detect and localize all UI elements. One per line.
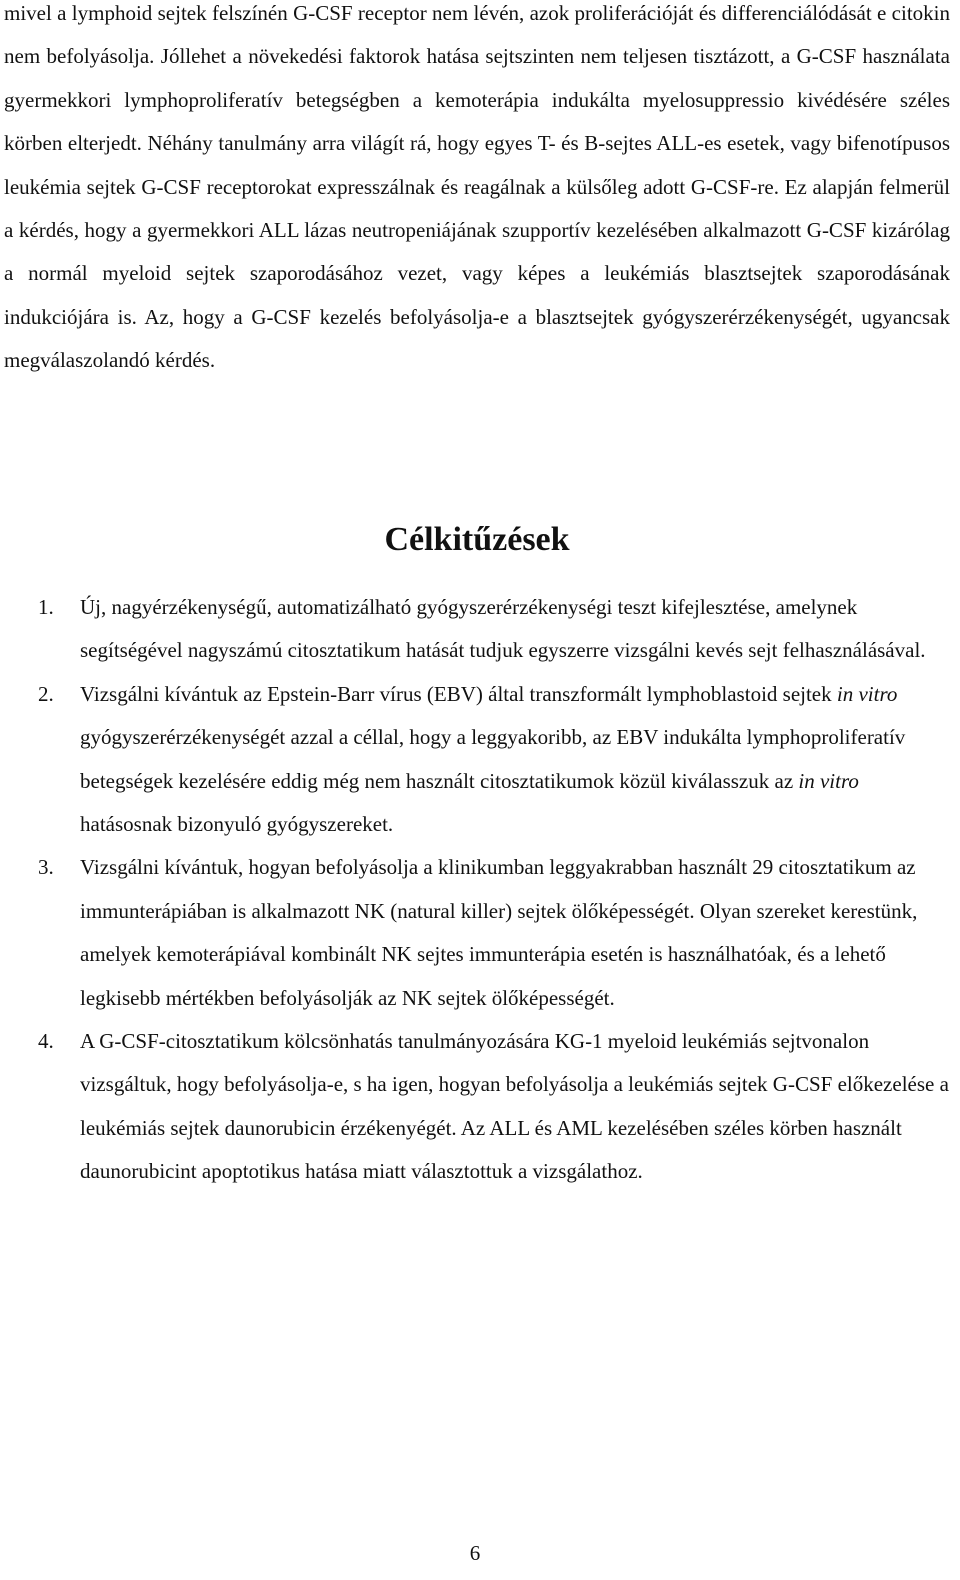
objective-text [80,673,950,847]
objective-text-part: gyógyszerérzékenységét azzal a céllal, hogy a leggyakoribb, az EBV indukálta lymphoproliferatív betegségek kezelésére eddig még nem használt citosztatikumok közül kiválasszuk az [80,725,906,793]
objective-text: A G-CSF-citosztatikum kölcsönhatás tanulmányozására KG-1 myeloid leukémiás sejtvonalon vizsgáltuk, hogy befolyásolja-e, s ha igen, hogyan befolyásolja a leukémiás sejtek G-CSF előkezelése a leukémiás sejtek daunorubicin érzékenyégét. Az ALL és AML kezelésében széles körben használt daunorubicint apoptotikus hatása miatt választottuk a vizsgálathoz. [80,1029,949,1184]
objective-number: 4. [38,1029,54,1054]
objective-text: Vizsgálni kívántuk, hogyan befolyásolja a klinikumban leggyakrabban használt 29 citosztatikum az immunterápiában is alkalmazott NK (natural killer) sejtek ölőképességét. Olyan szereket kerestünk, amelyek kemoterápiával kombinált NK sejtes immunterápia esetén is használhatóak, és a lehető legkisebb mértékben befolyásolják az NK sejtek ölőképességét. [80,855,918,1010]
objective-item-1 [0,586,950,673]
italic-term: in vitro [798,768,859,793]
objective-number: 3. [38,855,54,880]
objective-number: 1. [38,595,54,619]
objective-item-4 [0,1020,950,1194]
section-heading: Célkitűzések [384,521,570,558]
objective-item-3 [0,846,950,1020]
objective-text: Új, nagyérzékenységű, automatizálható gyógyszerérzékenységi teszt kifejlesztése, amelynek segítségével nagyszámú citosztatikum hatását tudjuk egyszerre vizsgálni kevés sejt felhasználásával. [80,595,926,663]
intro-paragraph: mivel a lymphoid sejtek felszínén G-CSF receptor nem lévén, azok proliferációját és differenciálódását e citokin nem befolyásolja. Jóllehet a növekedési faktorok hatása sejtszinten nem teljesen tisztázott, a G-CSF használata gyermekkori lymphoproliferatív betegségben a kemoterápia indukálta myelosuppressio kivédésére széles körben elterjedt. Néhány tanulmány arra világít rá, hogy egyes T- és B-sejtes ALL-es esetek, vagy bifenotípusos leukémia sejtek G-CSF receptorokat expresszálnak és reagálnak a külsőleg adott G-CSF-re. Ez alapján felmerül a kérdés, hogy a gyermekkori ALL lázas neutropeniájának szupportív kezelésében alkalmazott G-CSF kizárólag a normál myeloid sejtek szaporodásához vezet, vagy képes a leukémiás blasztsejtek szaporodásának indukciójára is. Az, hogy a G-CSF kezelés befolyásolja-e a blasztsejtek gyógyszerérzékenységét, ugyancsak megválaszolandó kérdés. [4,1,950,373]
objective-text-part: hatásosnak bizonyuló gyógyszereket. [80,812,394,837]
objective-text-part: Vizsgálni kívántuk az Epstein-Barr vírus (EBV) által transzformált lymphoblastoid sejtek [80,681,837,706]
italic-term: in vitro [836,681,898,706]
objective-item-2 [0,673,950,847]
page-number: 6 [469,1541,481,1565]
objective-number: 2. [38,681,54,706]
objectives-list [0,586,950,1194]
